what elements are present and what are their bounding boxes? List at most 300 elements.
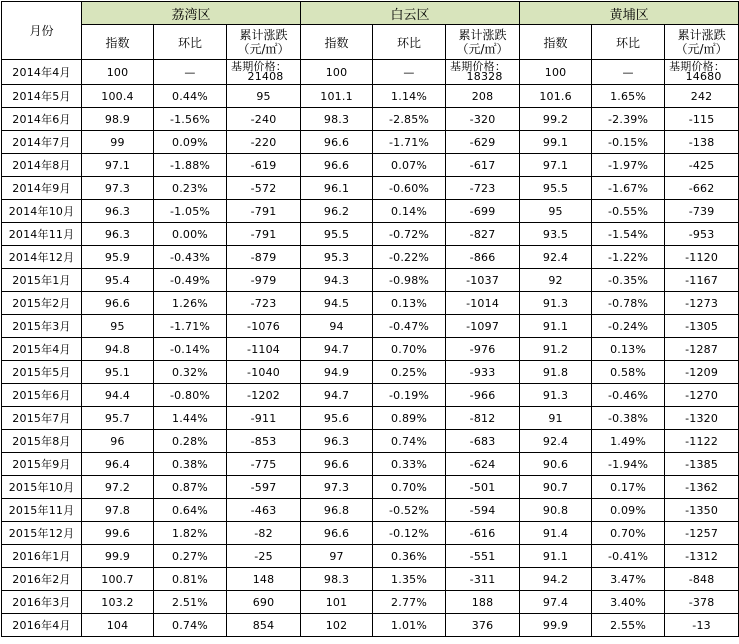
mom-cell: 1.26% xyxy=(154,292,227,315)
mom-cell: -0.41% xyxy=(592,545,665,568)
index-cell: 95.3 xyxy=(301,246,373,269)
cumulative-cell: 376 xyxy=(446,614,520,637)
cumulative-cell: -1257 xyxy=(665,522,739,545)
index-cell: 96.3 xyxy=(82,200,154,223)
index-cell: 97.1 xyxy=(520,154,592,177)
index-cell: 92.4 xyxy=(520,430,592,453)
index-cell: 104 xyxy=(82,614,154,637)
month-cell: 2014年10月 xyxy=(2,200,82,223)
cumulative-cell: -1120 xyxy=(665,246,739,269)
cumulative-cell: -979 xyxy=(227,269,301,292)
month-cell: 2014年4月 xyxy=(2,60,82,85)
cumulative-cell: -463 xyxy=(227,499,301,522)
cumulative-cell: -953 xyxy=(665,223,739,246)
mom-cell: -0.46% xyxy=(592,384,665,407)
mom-cell: 0.70% xyxy=(592,522,665,545)
month-cell: 2014年7月 xyxy=(2,131,82,154)
cumulative-cell: -551 xyxy=(446,545,520,568)
table-row xyxy=(2,154,739,177)
index-cell: 99.9 xyxy=(520,614,592,637)
cumulative-cell: -1014 xyxy=(446,292,520,315)
mom-cell: -1.71% xyxy=(154,315,227,338)
cumulative-column-header xyxy=(665,25,739,60)
cumulative-cell: -13 xyxy=(665,614,739,637)
index-cell: 92 xyxy=(520,269,592,292)
mom-cell: 0.14% xyxy=(373,200,446,223)
mom-cell: 0.38% xyxy=(154,453,227,476)
index-cell: 91.1 xyxy=(520,545,592,568)
index-cell: 94 xyxy=(301,315,373,338)
base-period-row xyxy=(2,60,739,85)
mom-cell: -0.19% xyxy=(373,384,446,407)
cumulative-cell: 854 xyxy=(227,614,301,637)
cumulative-cell: -775 xyxy=(227,453,301,476)
index-cell: 91.8 xyxy=(520,361,592,384)
table-row xyxy=(2,200,739,223)
mom-cell: -1.67% xyxy=(592,177,665,200)
table-row xyxy=(2,108,739,131)
month-cell: 2015年9月 xyxy=(2,453,82,476)
base-price-label: 基期价格： xyxy=(231,60,287,73)
table-row xyxy=(2,85,739,108)
index-cell: 96.6 xyxy=(301,131,373,154)
cumulative-cell: 690 xyxy=(227,591,301,614)
cumulative-cell: -1167 xyxy=(665,269,739,292)
mom-cell: — xyxy=(373,60,446,85)
month-cell: 2015年12月 xyxy=(2,522,82,545)
table-row xyxy=(2,315,739,338)
cumulative-cell: -138 xyxy=(665,131,739,154)
index-cell: 94.2 xyxy=(520,568,592,591)
month-cell: 2016年1月 xyxy=(2,545,82,568)
table-row xyxy=(2,476,739,499)
table-row xyxy=(2,384,739,407)
index-cell: 97.2 xyxy=(82,476,154,499)
cumulative-cell: -1037 xyxy=(446,269,520,292)
cumulative-cell: -378 xyxy=(665,591,739,614)
month-cell: 2015年10月 xyxy=(2,476,82,499)
cumulative-cell: -1097 xyxy=(446,315,520,338)
month-cell: 2014年6月 xyxy=(2,108,82,131)
index-cell: 90.6 xyxy=(520,453,592,476)
cumulative-cell: -311 xyxy=(446,568,520,591)
mom-cell: -0.24% xyxy=(592,315,665,338)
index-cell: 94.7 xyxy=(301,384,373,407)
mom-cell: -1.22% xyxy=(592,246,665,269)
index-cell: 96.8 xyxy=(301,499,373,522)
index-cell: 94.5 xyxy=(301,292,373,315)
mom-cell: -0.98% xyxy=(373,269,446,292)
mom-cell: 0.17% xyxy=(592,476,665,499)
mom-cell: -0.14% xyxy=(154,338,227,361)
cumulative-cell: -220 xyxy=(227,131,301,154)
mom-cell: -0.22% xyxy=(373,246,446,269)
cumulative-cell: -320 xyxy=(446,108,520,131)
cumulative-cell: -791 xyxy=(227,223,301,246)
cumulative-header-line2: （元/㎡） xyxy=(675,42,728,56)
mom-cell: 0.25% xyxy=(373,361,446,384)
cumulative-cell: -739 xyxy=(665,200,739,223)
base-price-label: 基期价格： xyxy=(669,60,726,73)
mom-cell: 0.64% xyxy=(154,499,227,522)
cumulative-cell: -1312 xyxy=(665,545,739,568)
table-row xyxy=(2,223,739,246)
index-cell: 99.2 xyxy=(520,108,592,131)
cumulative-cell: -617 xyxy=(446,154,520,177)
mom-cell: 1.44% xyxy=(154,407,227,430)
mom-cell: -0.49% xyxy=(154,269,227,292)
month-cell: 2015年3月 xyxy=(2,315,82,338)
mom-cell: 1.65% xyxy=(592,85,665,108)
cumulative-cell: -1385 xyxy=(665,453,739,476)
mom-cell: 0.13% xyxy=(592,338,665,361)
mom-column-header: 环比 xyxy=(373,25,446,60)
index-column-header: 指数 xyxy=(82,25,154,60)
index-cell: 97.1 xyxy=(82,154,154,177)
cumulative-cell: -866 xyxy=(446,246,520,269)
cumulative-cell: -1076 xyxy=(227,315,301,338)
index-cell: 99.6 xyxy=(82,522,154,545)
mom-cell: -0.35% xyxy=(592,269,665,292)
index-cell: 91.3 xyxy=(520,384,592,407)
mom-cell: 1.14% xyxy=(373,85,446,108)
index-cell: 96.6 xyxy=(301,154,373,177)
table-row xyxy=(2,407,739,430)
index-cell: 101 xyxy=(301,591,373,614)
index-cell: 97.4 xyxy=(520,591,592,614)
index-cell: 103.2 xyxy=(82,591,154,614)
cumulative-cell: -1273 xyxy=(665,292,739,315)
cumulative-cell: -616 xyxy=(446,522,520,545)
index-cell: 95.1 xyxy=(82,361,154,384)
cumulative-cell: -1362 xyxy=(665,476,739,499)
mom-cell: -0.78% xyxy=(592,292,665,315)
mom-cell: 1.82% xyxy=(154,522,227,545)
index-cell: 94.4 xyxy=(82,384,154,407)
cumulative-cell: 95 xyxy=(227,85,301,108)
mom-cell: 0.36% xyxy=(373,545,446,568)
mom-cell: 1.35% xyxy=(373,568,446,591)
cumulative-cell: -115 xyxy=(665,108,739,131)
mom-cell: 0.09% xyxy=(592,499,665,522)
cumulative-cell: -1209 xyxy=(665,361,739,384)
index-cell: 95.4 xyxy=(82,269,154,292)
base-price-value: 14680 xyxy=(685,70,722,83)
index-cell: 91.3 xyxy=(520,292,592,315)
index-cell: 95.6 xyxy=(301,407,373,430)
index-cell: 95.9 xyxy=(82,246,154,269)
base-price-cell xyxy=(665,60,739,85)
cumulative-column-header xyxy=(446,25,520,60)
mom-cell: -1.88% xyxy=(154,154,227,177)
cumulative-cell: -1040 xyxy=(227,361,301,384)
mom-cell: 0.81% xyxy=(154,568,227,591)
cumulative-cell: -723 xyxy=(446,177,520,200)
mom-cell: -0.43% xyxy=(154,246,227,269)
cumulative-cell: 148 xyxy=(227,568,301,591)
mom-cell: -0.38% xyxy=(592,407,665,430)
index-cell: 99 xyxy=(82,131,154,154)
mom-cell: 0.44% xyxy=(154,85,227,108)
cumulative-cell: -723 xyxy=(227,292,301,315)
cumulative-cell: -501 xyxy=(446,476,520,499)
index-cell: 97.3 xyxy=(82,177,154,200)
table-row xyxy=(2,453,739,476)
cumulative-cell: 208 xyxy=(446,85,520,108)
table-row xyxy=(2,499,739,522)
month-cell: 2014年8月 xyxy=(2,154,82,177)
base-price-value: 21408 xyxy=(247,70,284,83)
index-cell: 94.7 xyxy=(301,338,373,361)
base-price-label: 基期价格： xyxy=(450,60,507,73)
cumulative-cell: -1350 xyxy=(665,499,739,522)
mom-cell: -1.54% xyxy=(592,223,665,246)
month-cell: 2014年11月 xyxy=(2,223,82,246)
month-cell: 2014年5月 xyxy=(2,85,82,108)
index-cell: 91.4 xyxy=(520,522,592,545)
cumulative-cell: -879 xyxy=(227,246,301,269)
cumulative-cell: -966 xyxy=(446,384,520,407)
month-cell: 2016年3月 xyxy=(2,591,82,614)
cumulative-header-line1: 累计涨跌 xyxy=(677,28,726,42)
mom-cell: 0.23% xyxy=(154,177,227,200)
index-cell: 98.3 xyxy=(301,108,373,131)
district-header-baiyun: 白云区 xyxy=(301,2,520,25)
index-cell: 96.6 xyxy=(301,522,373,545)
index-cell: 96.4 xyxy=(82,453,154,476)
base-price-value: 18328 xyxy=(466,70,503,83)
index-cell: 95 xyxy=(520,200,592,223)
table-row xyxy=(2,246,739,269)
cumulative-cell: -1122 xyxy=(665,430,739,453)
month-cell: 2016年2月 xyxy=(2,568,82,591)
mom-cell: -0.60% xyxy=(373,177,446,200)
index-cell: 99.1 xyxy=(520,131,592,154)
index-cell: 95.5 xyxy=(301,223,373,246)
cumulative-cell: -699 xyxy=(446,200,520,223)
mom-cell: 0.07% xyxy=(373,154,446,177)
index-cell: 95.7 xyxy=(82,407,154,430)
cumulative-cell: -683 xyxy=(446,430,520,453)
index-cell: 97.8 xyxy=(82,499,154,522)
mom-cell: 0.70% xyxy=(373,476,446,499)
cumulative-cell: -1305 xyxy=(665,315,739,338)
cumulative-cell: -82 xyxy=(227,522,301,545)
month-cell: 2014年12月 xyxy=(2,246,82,269)
index-cell: 98.9 xyxy=(82,108,154,131)
cumulative-cell: -425 xyxy=(665,154,739,177)
mom-cell: -0.47% xyxy=(373,315,446,338)
mom-cell: 0.09% xyxy=(154,131,227,154)
index-cell: 96.1 xyxy=(301,177,373,200)
index-cell: 94.8 xyxy=(82,338,154,361)
index-cell: 102 xyxy=(301,614,373,637)
index-cell: 96.3 xyxy=(82,223,154,246)
mom-cell: -0.15% xyxy=(592,131,665,154)
mom-cell: 0.28% xyxy=(154,430,227,453)
mom-cell: 0.87% xyxy=(154,476,227,499)
index-cell: 94.3 xyxy=(301,269,373,292)
mom-cell: -1.94% xyxy=(592,453,665,476)
index-column-header: 指数 xyxy=(301,25,373,60)
table-row xyxy=(2,269,739,292)
cumulative-cell: -662 xyxy=(665,177,739,200)
mom-cell: 3.47% xyxy=(592,568,665,591)
month-cell: 2014年9月 xyxy=(2,177,82,200)
mom-cell: 3.40% xyxy=(592,591,665,614)
cumulative-cell: 188 xyxy=(446,591,520,614)
price-index-table xyxy=(1,1,739,637)
index-cell: 96.2 xyxy=(301,200,373,223)
table-row xyxy=(2,591,739,614)
cumulative-cell: 242 xyxy=(665,85,739,108)
index-cell: 100 xyxy=(82,60,154,85)
month-cell: 2015年8月 xyxy=(2,430,82,453)
cumulative-cell: -240 xyxy=(227,108,301,131)
index-cell: 96.6 xyxy=(82,292,154,315)
index-cell: 96.6 xyxy=(301,453,373,476)
mom-cell: -1.05% xyxy=(154,200,227,223)
index-cell: 96 xyxy=(82,430,154,453)
mom-cell: -0.55% xyxy=(592,200,665,223)
cumulative-cell: -933 xyxy=(446,361,520,384)
district-header-liwan: 荔湾区 xyxy=(82,2,301,25)
index-cell: 97 xyxy=(301,545,373,568)
cumulative-cell: -827 xyxy=(446,223,520,246)
cumulative-column-header xyxy=(227,25,301,60)
cumulative-cell: -25 xyxy=(227,545,301,568)
month-column-header: 月份 xyxy=(2,2,82,60)
cumulative-cell: -791 xyxy=(227,200,301,223)
mom-cell: 0.00% xyxy=(154,223,227,246)
cumulative-cell: -853 xyxy=(227,430,301,453)
index-cell: 101.1 xyxy=(301,85,373,108)
cumulative-header-line2: （元/㎡） xyxy=(237,42,290,56)
index-cell: 92.4 xyxy=(520,246,592,269)
index-cell: 91 xyxy=(520,407,592,430)
cumulative-cell: -572 xyxy=(227,177,301,200)
mom-cell: 0.27% xyxy=(154,545,227,568)
index-cell: 93.5 xyxy=(520,223,592,246)
mom-cell: 0.13% xyxy=(373,292,446,315)
district-header-huangpu: 黄埔区 xyxy=(520,2,739,25)
index-cell: 90.8 xyxy=(520,499,592,522)
month-cell: 2015年2月 xyxy=(2,292,82,315)
cumulative-cell: -1104 xyxy=(227,338,301,361)
cumulative-cell: -1202 xyxy=(227,384,301,407)
mom-cell: -0.12% xyxy=(373,522,446,545)
mom-cell: 2.51% xyxy=(154,591,227,614)
mom-column-header: 环比 xyxy=(592,25,665,60)
mom-cell: 0.33% xyxy=(373,453,446,476)
cumulative-header-line2: （元/㎡） xyxy=(456,42,509,56)
mom-cell: -2.39% xyxy=(592,108,665,131)
mom-cell: 0.89% xyxy=(373,407,446,430)
table-row xyxy=(2,614,739,637)
cumulative-cell: -594 xyxy=(446,499,520,522)
mom-cell: 2.55% xyxy=(592,614,665,637)
cumulative-cell: -911 xyxy=(227,407,301,430)
index-cell: 101.6 xyxy=(520,85,592,108)
cumulative-cell: -629 xyxy=(446,131,520,154)
table-row xyxy=(2,430,739,453)
index-column-header: 指数 xyxy=(520,25,592,60)
mom-cell: -1.97% xyxy=(592,154,665,177)
mom-cell: 2.77% xyxy=(373,591,446,614)
cumulative-cell: -1287 xyxy=(665,338,739,361)
table-row xyxy=(2,568,739,591)
cumulative-cell: -976 xyxy=(446,338,520,361)
cumulative-cell: -848 xyxy=(665,568,739,591)
cumulative-cell: -624 xyxy=(446,453,520,476)
cumulative-header-line1: 累计涨跌 xyxy=(458,28,507,42)
index-cell: 100 xyxy=(520,60,592,85)
table-row xyxy=(2,338,739,361)
month-cell: 2015年4月 xyxy=(2,338,82,361)
month-cell: 2016年4月 xyxy=(2,614,82,637)
cumulative-cell: -812 xyxy=(446,407,520,430)
index-cell: 96.3 xyxy=(301,430,373,453)
cumulative-cell: -1320 xyxy=(665,407,739,430)
mom-cell: 0.32% xyxy=(154,361,227,384)
index-cell: 99.9 xyxy=(82,545,154,568)
index-cell: 95 xyxy=(82,315,154,338)
table-row xyxy=(2,292,739,315)
mom-cell: -2.85% xyxy=(373,108,446,131)
mom-cell: -1.56% xyxy=(154,108,227,131)
index-cell: 100 xyxy=(301,60,373,85)
month-cell: 2015年5月 xyxy=(2,361,82,384)
base-price-cell xyxy=(227,60,301,85)
cumulative-cell: -1270 xyxy=(665,384,739,407)
mom-cell: 1.01% xyxy=(373,614,446,637)
index-cell: 90.7 xyxy=(520,476,592,499)
mom-cell: 0.74% xyxy=(154,614,227,637)
month-cell: 2015年11月 xyxy=(2,499,82,522)
mom-column-header: 环比 xyxy=(154,25,227,60)
mom-cell: -0.80% xyxy=(154,384,227,407)
month-cell: 2015年7月 xyxy=(2,407,82,430)
month-cell: 2015年6月 xyxy=(2,384,82,407)
index-cell: 100.4 xyxy=(82,85,154,108)
index-cell: 91.2 xyxy=(520,338,592,361)
mom-cell: 0.74% xyxy=(373,430,446,453)
mom-cell: 1.49% xyxy=(592,430,665,453)
index-cell: 94.9 xyxy=(301,361,373,384)
mom-cell: — xyxy=(592,60,665,85)
table-row xyxy=(2,131,739,154)
mom-cell: 0.70% xyxy=(373,338,446,361)
cumulative-cell: -597 xyxy=(227,476,301,499)
table-row xyxy=(2,545,739,568)
index-cell: 91.1 xyxy=(520,315,592,338)
index-cell: 97.3 xyxy=(301,476,373,499)
table-row xyxy=(2,522,739,545)
mom-cell: 0.58% xyxy=(592,361,665,384)
index-cell: 95.5 xyxy=(520,177,592,200)
mom-cell: -0.72% xyxy=(373,223,446,246)
mom-cell: — xyxy=(154,60,227,85)
table-row xyxy=(2,361,739,384)
cumulative-header-line1: 累计涨跌 xyxy=(239,28,288,42)
month-cell: 2015年1月 xyxy=(2,269,82,292)
index-cell: 100.7 xyxy=(82,568,154,591)
table-row xyxy=(2,177,739,200)
base-price-cell xyxy=(446,60,520,85)
mom-cell: -1.71% xyxy=(373,131,446,154)
index-cell: 98.3 xyxy=(301,568,373,591)
mom-cell: -0.52% xyxy=(373,499,446,522)
